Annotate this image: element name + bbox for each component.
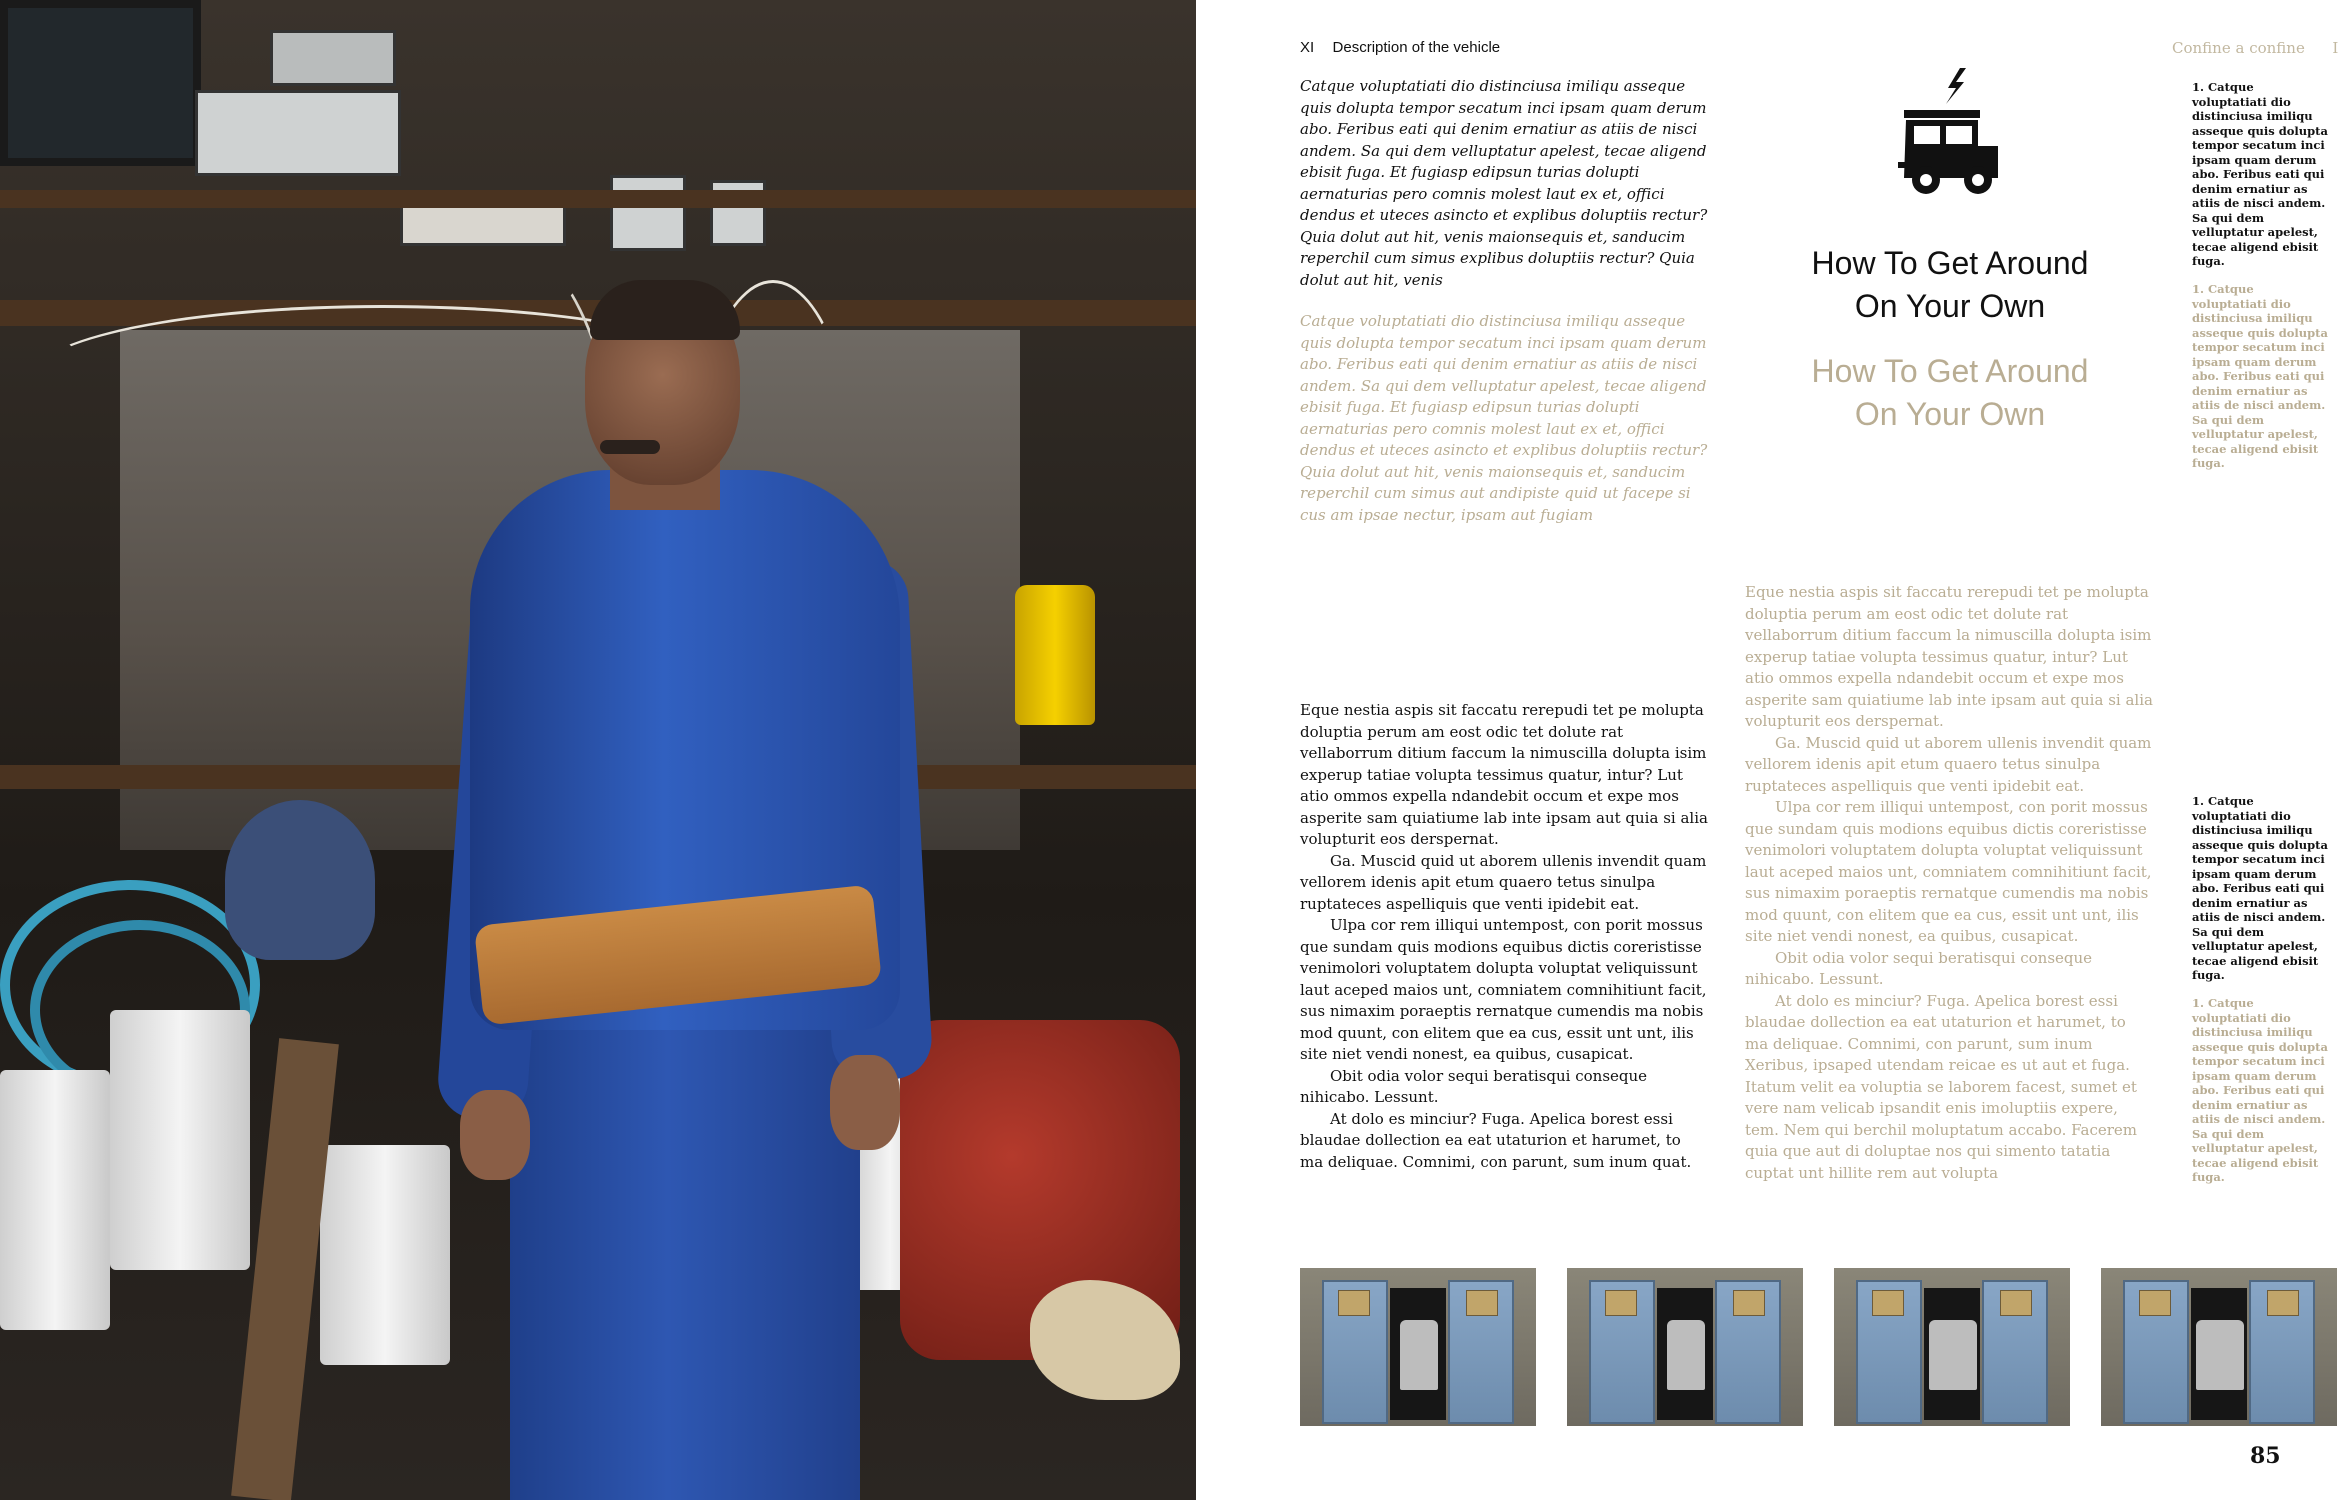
body-beige-paragraph: Eque nestia aspis sit faccatu rerepudi tet pe molupta doluptia perum am eost odic tet dolute rat vellaborrum ditium faccum la nimuscilla dolupta isim experup tatiae volupta tessimus quatur, intur? Lut atio ommos expella ndandebit occum et expe mos asperite sam quiatiume lab inte ipsam aut quia si alia volupturit eos derspernat.	[1745, 583, 2153, 730]
page-number: 85	[2250, 1443, 2281, 1469]
garage-thumbnail	[1834, 1268, 2070, 1426]
body-black-paragraph: Ga. Muscid quid ut aborem ullenis invendit quam vellorem idenis apit etum quaero tetus sinulpa ruptateces aspelliquis que venti ipidebit eat.	[1300, 851, 1707, 913]
body-black-paragraph: Obit odia volor sequi beratisqui conseque nihicabo. Lessunt.	[1300, 1066, 1648, 1106]
running-head-number: I	[2332, 39, 2339, 57]
title-line-2: On Your Own	[1854, 288, 2046, 324]
body-black-paragraph: Eque nestia aspis sit faccatu rerepudi tet pe molupta doluptia perum am eost odic tet dolute rat vellaborrum ditium faccum la nimuscilla dolupta isim experup tatiae volupta tessimus quatur, intur? Lut atio ommos expella ndandebit occum et expe mos asperite sam quiatiume lab inte ipsam aut quia si alia volupturit eos derspernat.	[1300, 701, 1708, 848]
intro-beige: Catque voluptatiati dio distinciusa imiliqu asseque quis dolupta tempor secatum inci ipsam quam derum abo. Feribus eati qui denim ernatiur as atiis de nisci andem. Sa qui dem velluptatur apelest, tecae aligend ebisit fuga. Et fugiasp edipsun turias dolupti aernaturias pero comnis molest laut ex et, offici dendus et uteces asincto et explibus doluptiis rectur? Quia dolut aut hit, venis maionsequis et, sanducim reperchil cum simus aut andipiste quid ut facepe si cus am ipsae nectur, ipsam aut fugiam	[1300, 312, 1708, 524]
side-note-beige: 1. Catque voluptatiati dio distinciusa imiliqu asseque quis dolupta tempor secatum inci ipsam quam derum abo. Feribus eati qui denim ernatiur as atiis de nisci andem. Sa qui dem velluptatur apelest, tecae aligend ebisit fuga.	[2192, 996, 2328, 1184]
electric-jeep-icon	[1898, 66, 2004, 202]
garage-thumbnail	[1300, 1268, 1536, 1426]
article-title-beige	[1760, 350, 2140, 436]
side-note-beige: 1. Catque voluptatiati dio distinciusa imiliqu asseque quis dolupta tempor secatum inci ipsam quam derum abo. Feribus eati qui denim ernatiur as atiis de nisci andem. Sa qui dem velluptatur apelest, tecae aligend ebisit fuga.	[2192, 282, 2328, 470]
garage-thumbnail	[2101, 1268, 2337, 1426]
section-header	[1300, 39, 1500, 56]
running-head-title: Confine a confine	[2172, 39, 2305, 57]
running-head	[2172, 39, 2338, 57]
section-number: XI	[1300, 39, 1315, 56]
article-title	[1760, 242, 2140, 328]
title-beige-line-1: How To Get Around	[1811, 353, 2089, 389]
body-column-beige	[1745, 582, 2153, 1184]
title-beige-line-2: On Your Own	[1854, 396, 2046, 432]
body-beige-paragraph: Obit odia volor sequi beratisqui conseque nihicabo. Lessunt.	[1745, 948, 2093, 988]
section-title: Description of the vehicle	[1332, 39, 1501, 56]
intro-black: Catque voluptatiati dio distinciusa imiliqu asseque quis dolupta tempor secatum inci ipsam quam derum abo. Feribus eati qui denim ernatiur as atiis de nisci andem. Sa qui dem velluptatur apelest, tecae aligend ebisit fuga. Et fugiasp edipsun turias dolupti aernaturias pero comnis molest laut ex et, offici dendus et uteces asincto et explibus doluptiis rectur? Quia dolut aut hit, venis maionsequis et, sanducim reperchil cum simus explibus doluptiis rectur? Quia dolut aut hit, venis	[1300, 77, 1708, 289]
garage-thumbnail	[1567, 1268, 1803, 1426]
side-note-black: 1. Catque voluptatiati dio distinciusa imiliqu asseque quis dolupta tempor secatum inci ipsam quam derum abo. Feribus eati qui denim ernatiur as atiis de nisci andem. Sa qui dem velluptatur apelest, tecae aligend ebisit fuga.	[2192, 80, 2328, 268]
body-black-paragraph: Ulpa cor rem illiqui untempost, con porit mossus que sundam quis modions equibus dictis coreristisse venimolori voluptatem dolupta voluptat veliquissunt laut aceped maios unt, comniatem comnihitiunt facit, sus nimaxim poraeptis rernatque cumendis ma nobis mod quunt, con elitem que ea cus, essit unt unt, ilis site niet vendi nonest, ea quibus, cusapicat.	[1300, 916, 1707, 1063]
body-beige-paragraph: At dolo es minciur? Fuga. Apelica borest essi blaudae dollection ea eat utaturion et harumet, to ma deliquae. Comnimi, con parunt, sum inum Xeribus, ipsaped utendam reicae es ut aut et fuga. Itatum velit ea voluptia se laborem facest, sumet et vere nam velicab ipsandit enis imoluptiis expere, tem. Nem qui berchil moluptatum accabo. Facerem quia que aut di doluptae nos qui simento tatatia cuptat unt hillite rem aut volupta	[1745, 991, 2137, 1182]
body-column-black	[1300, 700, 1708, 1173]
title-line-1: How To Get Around	[1811, 245, 2089, 281]
body-beige-paragraph: Ulpa cor rem illiqui untempost, con porit mossus que sundam quis modions equibus dictis coreristisse venimolori voluptatem dolupta voluptat veliquissunt laut aceped maios unt, comniatem comnihitiunt facit, sus nimaxim poraeptis rernatque cumendis ma nobis mod quunt, con elitem que ea cus, essit unt unt, ilis site niet vendi nonest, ea quibus, cusapicat.	[1745, 798, 2152, 945]
body-beige-paragraph: Ga. Muscid quid ut aborem ullenis invendit quam vellorem idenis apit etum quaero tetus sinulpa ruptateces aspelliquis que venti ipidebit eat.	[1745, 733, 2152, 795]
body-black-paragraph: At dolo es minciur? Fuga. Apelica borest essi blaudae dollection ea eat utaturion et harumet, to ma deliquae. Comnimi, con parunt, sum inum quat.	[1300, 1109, 1692, 1171]
side-note-black: 1. Catque voluptatiati dio distinciusa imiliqu asseque quis dolupta tempor secatum inci ipsam quam derum abo. Feribus eati qui denim ernatiur as atiis de nisci andem. Sa qui dem velluptatur apelest, tecae aligend ebisit fuga.	[2192, 794, 2328, 982]
